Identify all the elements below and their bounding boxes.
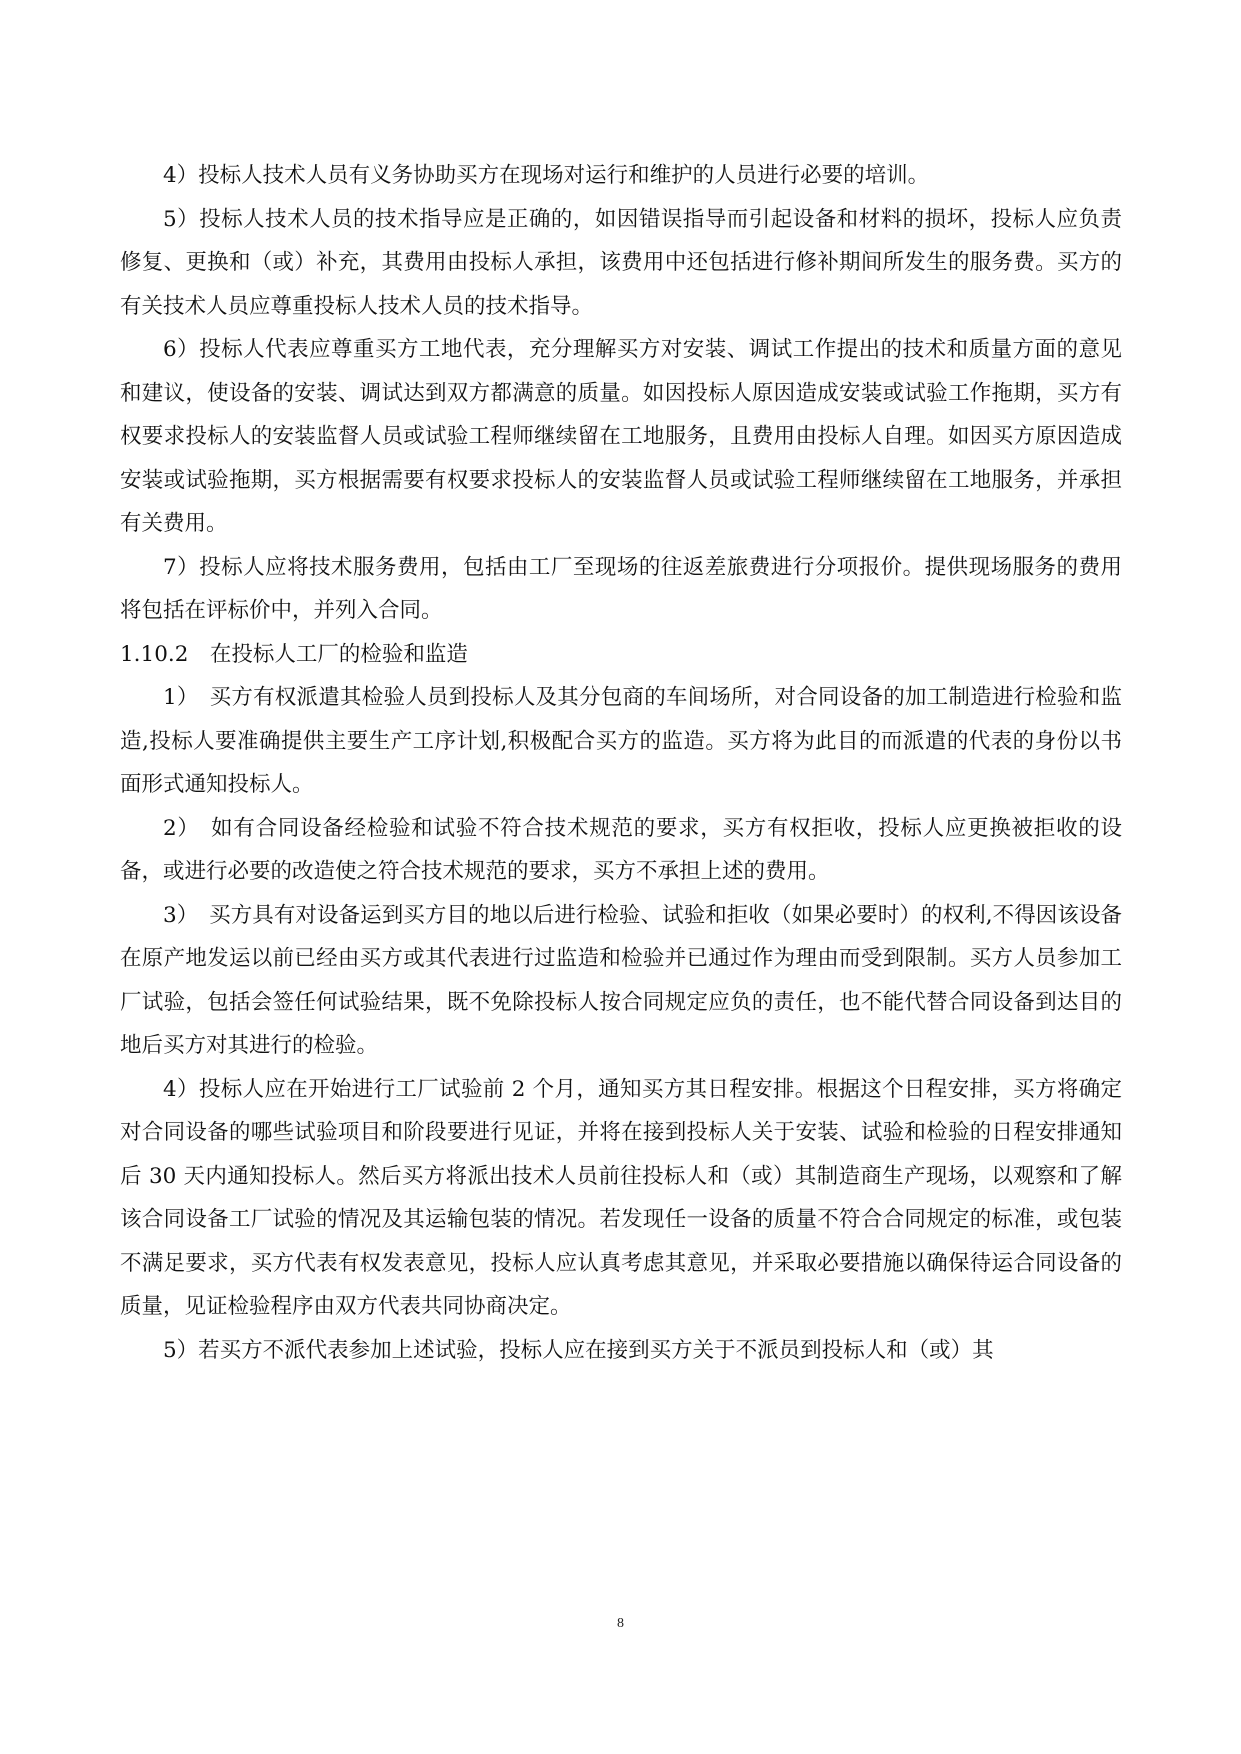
section-paragraph-3: 3） 买方具有对设备运到买方目的地以后进行检验、试验和拒收（如果必要时）的权利,不得因该设备在原产地发运以前已经由买方或其代表进行过监造和检验并已通过作为理由而受到限制。买方人员参加工厂试验，包括会签任何试验结果，既不免除投标人按合同规定应负的责任，也不能代替合同设备到达目的地后买方对其进行的检验。 [120,902,1122,1058]
paragraph-item-7: 7）投标人应将技术服务费用，包括由工厂至现场的往返差旅费进行分项报价。提供现场服务的费用将包括在评标价中，并列入合同。 [120,554,1122,623]
page-body [120,154,1122,1372]
paragraph-item-6: 6）投标人代表应尊重买方工地代表，充分理解买方对安装、调试工作提出的技术和质量方面的意见和建议，使设备的安装、调试达到双方都满意的质量。如因投标人原因造成安装或试验工作拖期，买方有权要求投标人的安装监督人员或试验工程师继续留在工地服务，且费用由投标人自理。如因买方原因造成安装或试验拖期，买方根据需要有权要求投标人的安装监督人员或试验工程师继续留在工地服务，并承担有关费用。 [120,337,1122,536]
paragraph-item-5: 5）投标人技术人员的技术指导应是正确的，如因错误指导而引起设备和材料的损坏，投标人应负责修复、更换和（或）补充，其费用由投标人承担，该费用中还包括进行修补期间所发生的服务费。买方的有关技术人员应尊重投标人技术人员的技术指导。 [120,206,1122,319]
section-paragraph-1: 1） 买方有权派遣其检验人员到投标人及其分包商的车间场所，对合同设备的加工制造进行检验和监造,投标人要准确提供主要生产工序计划,积极配合买方的监造。买方将为此目的而派遣的代表的身份以书面形式通知投标人。 [120,685,1122,797]
paragraph-item-4: 4）投标人技术人员有义务协助买方在现场对运行和维护的人员进行必要的培训。 [163,163,930,188]
section-paragraph-4: 4）投标人应在开始进行工厂试验前 2 个月，通知买方其日程安排。根据这个日程安排，买方将确定对合同设备的哪些试验项目和阶段要进行见证，并将在接到投标人关于安装、试验和检验的日程安排通知后 30 天内通知投标人。然后买方将派出技术人员前往投标人和（或）其制造商生产现场，以观察和了解该合同设备工厂试验的情况及其运输包装的情况。若发现任一设备的质量不符合合同规定的标准，或包装不满足要求，买方代表有权发表意见，投标人应认真考虑其意见，并采取必要措施以确保待运合同设备的质量，见证检验程序由双方代表共同协商决定。 [120,1076,1122,1319]
page-number: 8 [617,1616,624,1631]
section-heading: 1.10.2 在投标人工厂的检验和监造 [120,641,468,667]
section-paragraph-5: 5）若买方不派代表参加上述试验，投标人应在接到买方关于不派员到投标人和（或）其 [163,1337,994,1363]
section-paragraph-2: 2） 如有合同设备经检验和试验不符合技术规范的要求，买方有权拒收，投标人应更换被拒收的设备，或进行必要的改造使之符合技术规范的要求，买方不承担上述的费用。 [120,815,1122,884]
